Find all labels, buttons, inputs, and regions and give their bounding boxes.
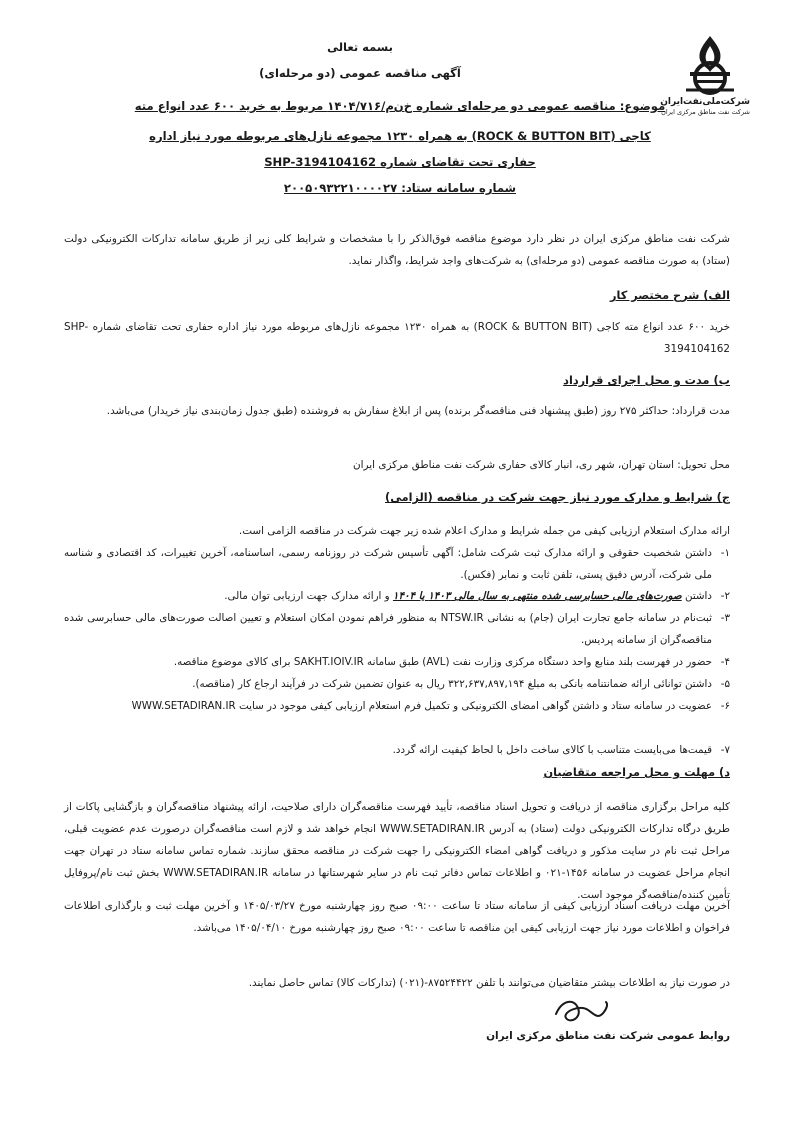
requirement-text: حضور در فهرست بلند منابع واحد دستگاه مرکزی وزارت نفت (AVL) طبق سامانه SAKHT.IOIV.IR برای کالای موضوع مناقصه.: [173, 656, 712, 668]
intro-paragraph: شرکت نفت مناطق مرکزی ایران در نظر دارد موضوع مناقصه فوق‌الذکر را با مشخصات و شرایط کلی زیر از طریق سامانه تدارکات الکترونیکی دولت (ستاد) به صورت مناقصه عمومی (دو مرحله‌ای) به شرکت‌های واجد شرایط، واگذار نماید.: [64, 233, 730, 267]
requirement-text-post: و ارائه مدارک جهت ارزیابی توان مالی.: [224, 590, 393, 602]
section-d-title: د) مهلت و محل مراجعه متقاضیان: [543, 766, 730, 779]
contact-paragraph: در صورت نیاز به اطلاعات بیشتر متقاضیان می‌توانند با تلفن ۸۷۵۲۴۴۲۲-(۰۲۱) (تدارکات کالا) تماس حاصل نمایند.: [248, 977, 730, 989]
logo-company-name: شرکت‌ملی‌نفت‌ایران: [660, 97, 750, 107]
basmala: بسمه تعالی: [327, 40, 393, 54]
requirement-number: ۷-: [720, 744, 730, 756]
setad-number: شماره سامانه ستاد: ۲۰۰۵۰۹۳۲۲۱۰۰۰۰۲۷: [283, 181, 517, 195]
subject-line-2: کاجی (ROCK & BUTTON BIT) به همراه ۱۲۳۰ مجموعه نازل‌های مربوطه مورد نیاز اداره: [149, 129, 651, 143]
section-c-title: ج) شرایط و مدارک مورد نیاز جهت شرکت در مناقصه (الزامی): [385, 491, 730, 504]
requirement-text: داشتن شخصیت حقوقی و ارائه مدارک ثبت شرکت شامل: آگهی تأسیس شرکت در روزنامه رسمی، اساسنامه، آخرین تغییرات، کد اقتصادی و شناسه ملی شرکت، آدرس دقیق پستی، تلفن ثابت و نمابر (فکس).: [64, 547, 712, 581]
handwritten-signature: [552, 994, 612, 1028]
requirement-item: [64, 607, 730, 651]
requirement-text-pre: داشتن: [681, 590, 712, 602]
requirement-item: [64, 651, 730, 673]
requirement-item: [64, 542, 730, 586]
section-a-text: خرید ۶۰۰ عدد انواع مته کاجی (ROCK & BUTTON BIT) به همراه ۱۲۳۰ مجموعه نازل‌های مربوطه مورد نیاز اداره حفاری تحت تقاضای شماره SHP-3194104162: [64, 321, 731, 355]
requirement-number: ۳-: [720, 612, 730, 624]
section-d-paragraph-1: کلیه مراحل برگزاری مناقصه از دریافت و تحویل اسناد مناقصه، تأیید فهرست مناقصه‌گران دارای صلاحیت، ارائه پیشنهاد مناقصه‌گران و بازگشایی پاکات از طریق درگاه تدارکات الکترونیکی دولت (ستاد) به آدرس WWW.SETADIRAN.IR انجام خواهد شد و لازم است مناقصه‌گران درصورت عدم عضویت قبلی، مراحل ثبت نام در سایت مذکور و دریافت گواهی امضاء الکترونیکی را جهت شرکت در مناقصه محقق سازند. شماره تماس سامانه ستاد در تهران جهت انجام مراحل عضویت در سامانه ۱۴۵۶-۰۲۱ و اطلاعات تماس دفاتر ثبت نام در سایر شهرستانها در سامانه WWW.SETADIRAN.IR بخش ثبت نام/پروفایل تأمین کننده/مناقصه‌گر موجود است.: [64, 801, 731, 901]
requirement-number: ۵-: [720, 678, 730, 690]
ad-type: آگهی مناقصه عمومی (دو مرحله‌ای): [259, 66, 461, 80]
section-c-intro: ارائه مدارک استعلام ارزیابی کیفی من جمله شرایط و مدارک اعلام شده زیر جهت شرکت در مناقصه الزامی است.: [238, 525, 730, 537]
requirement-item: [64, 673, 730, 695]
delivery-location: محل تحویل: استان تهران، شهر ری، انبار کالای حفاری شرکت نفت مناطق مرکزی ایران: [352, 459, 730, 471]
section-a-title: الف) شرح مختصر کار: [609, 289, 730, 302]
nioc-emblem-icon: [678, 32, 742, 96]
requirement-number: ۴-: [720, 656, 730, 668]
issuer-name: روابط عمومی شرکت نفت مناطق مرکزی ایران: [486, 1030, 730, 1042]
requirement-number: ۶-: [720, 700, 730, 712]
requirement-item: [64, 585, 730, 607]
requirement-item: [64, 739, 730, 761]
logo-company-subname: شرکت نفت مناطق مرکزی ایران: [661, 108, 750, 116]
requirement-number: ۱-: [720, 547, 730, 559]
requirement-text: قیمت‌ها می‌بایست متناسب با کالای ساخت داخل با لحاظ کیفیت ارائه گردد.: [392, 744, 712, 756]
requirement-text: عضویت در سامانه ستاد و داشتن گواهی امضای الکترونیکی و تکمیل فرم استعلام ارزیابی کیفی موجود در سایت WWW.SETADIRAN.IR: [131, 700, 712, 712]
subject-line-1: موضوع: مناقصه عمومی دو مرحله‌ای شماره خ‌ن‌م/۱۴۰۴/۷۱۶ مربوط به خرید ۶۰۰ عدد انواع مته: [134, 99, 666, 113]
requirement-text: [64, 585, 712, 607]
requirement-text: ثبت‌نام در سامانه جامع تجارت ایران (جام) به نشانی NTSW.IR به منظور فراهم نمودن امکان استعلام و تعیین اصالت صورت‌های مالی حسابرسی شده مناقصه‌گران از سامانه پردیس.: [64, 612, 712, 646]
section-d-paragraph-2: آخرین مهلت دریافت اسناد ارزیابی کیفی از سامانه ستاد تا ساعت ۰۹:۰۰ صبح روز چهارشنبه مورخ ۱۴۰۵/۰۳/۲۷ و آخرین مهلت ثبت و بارگذاری اطلاعات فراخوان و اطلاعات مورد نیاز جهت ارزیابی کیفی این مناقصه تا ساعت ۰۹:۰۰ صبح روز چهارشنبه مورخ ۱۴۰۵/۰۴/۱۰ می‌باشد.: [64, 900, 731, 934]
subject-line-3: حفاری تحت تقاضای شماره SHP-3194104162: [264, 155, 536, 169]
section-b-title: ب) مدت و محل اجرای قرارداد: [563, 374, 730, 387]
requirement-item: [64, 695, 730, 739]
requirement-number: ۲-: [720, 590, 730, 602]
financial-statements-emphasis: صورت‌های مالی حسابرسی شده منتهی به سال مالی ۱۴۰۳ یا ۱۴۰۴: [392, 590, 682, 602]
contract-duration: مدت قرارداد: حداکثر ۲۷۵ روز (طبق پیشنهاد فنی مناقصه‌گر برنده) پس از ابلاغ سفارش به فروشنده (طبق جدول زمان‌بندی نیاز خریدار) می‌باشد.: [106, 405, 730, 417]
requirement-text: داشتن توانائی ارائه ضمانتنامه بانکی به مبلغ ۳۲۲,۶۳۷,۸۹۷,۱۹۴ ریال به عنوان تضمین شرکت در فرآیند ارجاع کار (مناقصه).: [192, 678, 712, 690]
